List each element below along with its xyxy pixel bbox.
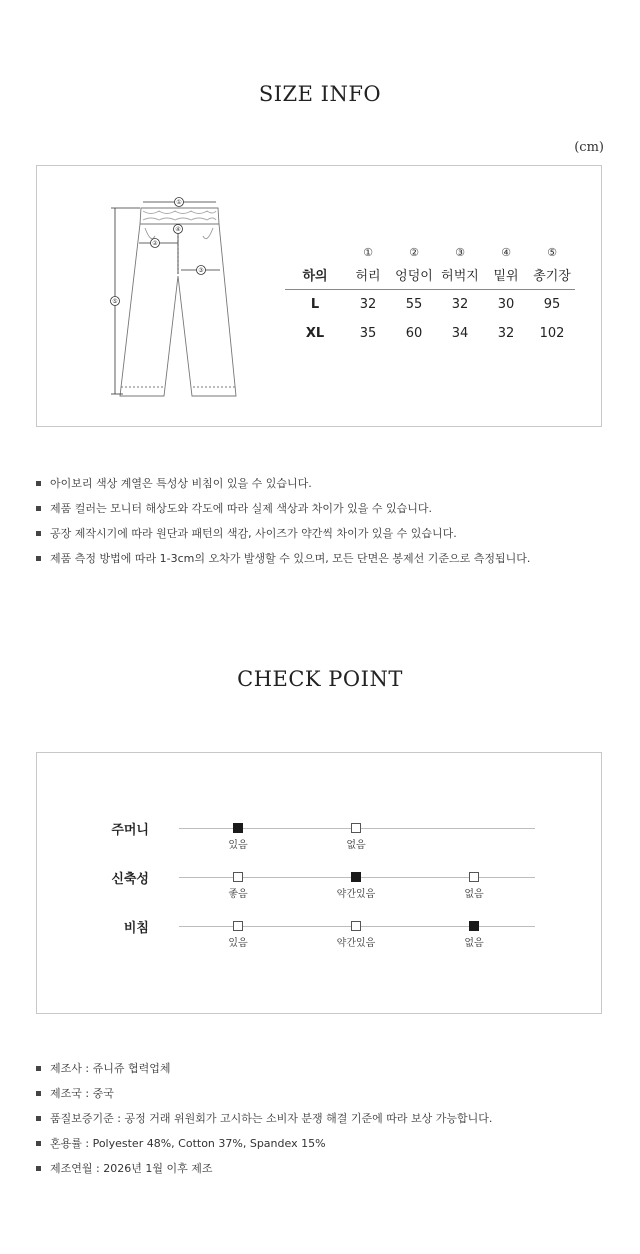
marker-2: ② (409, 245, 419, 259)
check-point-title: CHECK POINT (237, 667, 403, 691)
table-cell: 32 (497, 326, 515, 341)
list-item: 혼용률 : Polyester 48%, Cotton 37%, Spandex 15% (36, 1137, 492, 1162)
header-cell: 하의 (302, 269, 328, 284)
option: 약간있음 (321, 921, 391, 949)
check-label: 주머니 (111, 823, 149, 838)
marker-3: ③ (455, 245, 465, 259)
bullet-icon (36, 1166, 41, 1171)
size-table-header (285, 260, 575, 290)
check-label: 신축성 (111, 872, 149, 887)
list-item: 제조국 : 중국 (36, 1087, 492, 1112)
check-row-stretch (37, 868, 603, 908)
pants-diagram (103, 196, 273, 436)
diagram-marker-rise: ④ (175, 226, 181, 234)
list-item: 제품 측정 방법에 따라 1-3cm의 오차가 발생할 수 있으며, 모든 단면은 봉제선 기준으로 측정됩니다. (36, 552, 530, 577)
bullet-icon (36, 481, 41, 486)
option: 없음 (321, 823, 391, 851)
table-cell: 30 (497, 297, 515, 312)
size-info-box (36, 165, 602, 427)
list-item: 제조사 : 쥬니쥬 협력업체 (36, 1062, 492, 1087)
diagram-marker-length: ⑤ (112, 298, 118, 306)
table-cell: 102 (539, 326, 565, 341)
list-item: 품질보증기준 : 공정 거래 위원회가 고시하는 소비자 분쟁 해결 기준에 따라 보상 가능합니다. (36, 1112, 492, 1137)
product-info-list (36, 1062, 492, 1187)
list-item: 제조연월 : 2026년 1월 이후 제조 (36, 1162, 492, 1187)
table-cell: 95 (543, 297, 561, 312)
check-label: 비침 (123, 921, 149, 936)
table-cell: 34 (451, 326, 469, 341)
list-item: 제품 컬러는 모니터 해상도와 각도에 따라 실제 색상과 차이가 있을 수 있습니다. (36, 502, 530, 527)
marker-4: ④ (501, 245, 511, 259)
option: 없음 (439, 872, 509, 900)
table-cell: 32 (359, 297, 377, 312)
header-cell: 총기장 (533, 269, 571, 284)
option: 약간있음 (321, 872, 391, 900)
size-label: XL (305, 326, 325, 341)
checkbox-icon (351, 823, 361, 833)
diagram-marker-hip: ② (152, 240, 158, 248)
table-cell: 32 (451, 297, 469, 312)
table-cell: 60 (405, 326, 423, 341)
size-label: L (310, 297, 320, 312)
table-row (285, 319, 575, 348)
size-table-markers (285, 244, 575, 260)
option: 있음 (203, 823, 273, 851)
option: 좋음 (203, 872, 273, 900)
diagram-marker-thigh: ③ (198, 267, 204, 275)
bullet-icon (36, 556, 41, 561)
list-item: 아이보리 색상 계열은 특성상 비침이 있을 수 있습니다. (36, 477, 530, 502)
table-cell: 55 (405, 297, 423, 312)
marker-1: ① (363, 245, 373, 259)
bullet-icon (36, 1091, 41, 1096)
size-notes-list (36, 477, 530, 577)
header-cell: 밑위 (493, 269, 519, 284)
bullet-icon (36, 506, 41, 511)
size-info-title: SIZE INFO (258, 82, 382, 106)
header-cell: 허벅지 (441, 269, 479, 284)
bullet-icon (36, 531, 41, 536)
unit-label: (cm) (574, 140, 604, 155)
check-row-pocket (37, 819, 603, 859)
size-table (285, 244, 575, 348)
option: 있음 (203, 921, 273, 949)
bullet-icon (36, 1066, 41, 1071)
header-cell: 허리 (355, 269, 381, 284)
checkbox-icon (469, 921, 479, 931)
marker-5: ⑤ (547, 245, 557, 259)
option: 없음 (439, 921, 509, 949)
list-item: 공장 제작시기에 따라 원단과 패턴의 색감, 사이즈가 약간씩 차이가 있을 수 있습니다. (36, 527, 530, 552)
check-row-see-through (37, 917, 603, 957)
checkbox-icon (233, 872, 243, 882)
diagram-marker-waist: ① (176, 199, 182, 207)
checkbox-icon (233, 823, 243, 833)
checkbox-icon (469, 872, 479, 882)
bullet-icon (36, 1116, 41, 1121)
checkbox-icon (233, 921, 243, 931)
checkbox-icon (351, 872, 361, 882)
table-cell: 35 (359, 326, 377, 341)
table-row (285, 290, 575, 319)
header-cell: 엉덩이 (395, 269, 433, 284)
check-point-box (36, 752, 602, 1014)
checkbox-icon (351, 921, 361, 931)
bullet-icon (36, 1141, 41, 1146)
